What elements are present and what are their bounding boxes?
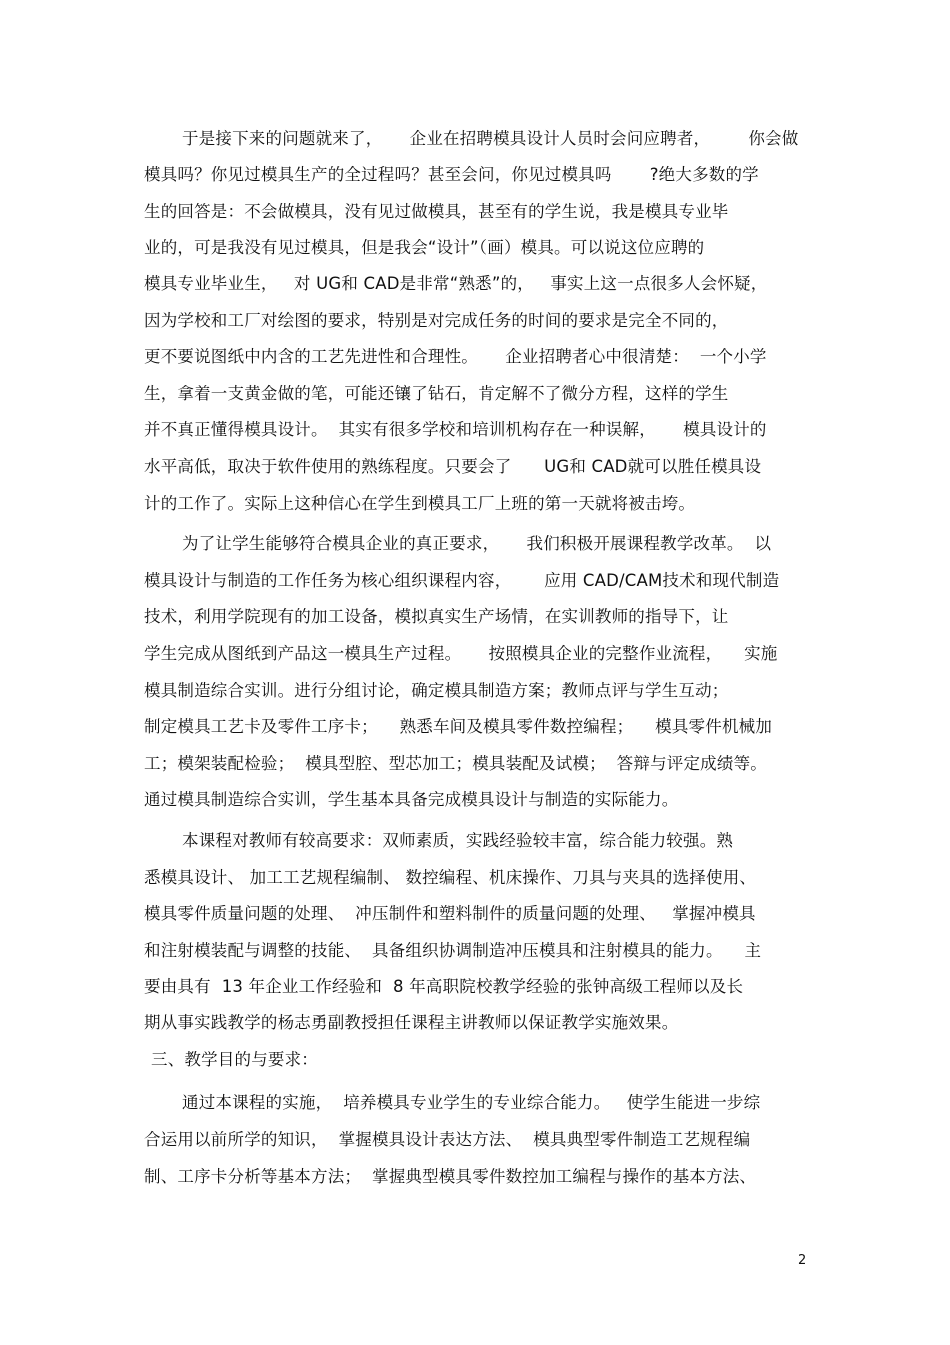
- paragraph-line: 悉模具设计、 加工工艺规程编制、 数控编程、机床操作、刀具与夹具的选择使用、: [144, 868, 757, 887]
- paragraph-line: 更不要说图纸中内含的工艺先进性和合理性。 企业招聘者心中很清楚： 一个小学: [144, 347, 767, 366]
- paragraph-line: 模具吗？你见过模具生产的全过程吗？甚至会问，你见过模具吗 ?绝大多数的学: [144, 165, 759, 184]
- paragraph-line: 制定模具工艺卡及零件工序卡； 熟悉车间及模具零件数控编程； 模具零件机械加: [144, 717, 773, 736]
- paragraph-line: 本课程对教师有较高要求：双师素质，实践经验较丰富，综合能力较强。熟: [182, 831, 734, 850]
- paragraph-line: 技术，利用学院现有的加工设备，模拟真实生产场情，在实训教师的指导下，让: [144, 607, 729, 626]
- paragraph-line: 通过模具制造综合实训，学生基本具备完成模具设计与制造的实际能力。: [144, 790, 679, 809]
- paragraph-line: 通过本课程的实施， 培养模具专业学生的专业综合能力。 使学生能进一步综: [182, 1093, 761, 1112]
- paragraph-line: 生的回答是：不会做模具，没有见过做模具，甚至有的学生说，我是模具专业毕: [144, 202, 729, 221]
- paragraph-line: 为了让学生能够符合模具企业的真正要求， 我们积极开展课程教学改革。 以: [182, 534, 772, 553]
- paragraph-line: 并不真正懂得模具设计。 其实有很多学校和培训机构存在一种误解， 模具设计的: [144, 420, 767, 439]
- paragraph-line: 模具专业毕业生， 对 UG和 CAD是非常“熟悉”的， 事实上这一点很多人会怀疑，: [144, 274, 768, 293]
- paragraph-line: 制、工序卡分析等基本方法； 掌握典型模具零件数控加工编程与操作的基本方法、: [144, 1167, 757, 1186]
- paragraph-line: 于是接下来的问题就来了， 企业在招聘模具设计人员时会问应聘者， 你会做: [182, 129, 799, 148]
- paragraph-line: 因为学校和工厂对绘图的要求，特别是对完成任务的时间的要求是完全不同的，: [144, 311, 729, 330]
- paragraph-line: 要由具有 13 年企业工作经验和 8 年高职院校教学经验的张钟高级工程师以及长: [144, 977, 744, 996]
- paragraph-line: 生，拿着一支黄金做的笔，可能还镶了钻石，肯定解不了微分方程，这样的学生: [144, 384, 729, 403]
- paragraph-line: 模具设计与制造的工作任务为核心组织课程内容， 应用 CAD/CAM技术和现代制造: [144, 571, 780, 590]
- paragraph-line: 和注射模装配与调整的技能、 具备组织协调制造冲压模具和注射模具的能力。 主: [144, 941, 762, 960]
- paragraph-line: 合运用以前所学的知识， 掌握模具设计表达方法、 模具典型零件制造工艺规程编: [144, 1130, 751, 1149]
- paragraph-line: 模具制造综合实训。进行分组讨论，确定模具制造方案；教师点评与学生互动；: [144, 681, 729, 700]
- paragraph-line: 模具零件质量问题的处理、 冲压制件和塑料制件的质量问题的处理、 掌握冲模具: [144, 904, 756, 923]
- paragraph-line: 计的工作了。实际上这种信心在学生到模具工厂上班的第一天就将被击垮。: [144, 494, 696, 513]
- page-number: 2: [798, 1253, 807, 1268]
- paragraph-line: 工；模架装配检验； 模具型腔、型芯加工；模具装配及试模； 答辩与评定成绩等。: [144, 754, 767, 773]
- paragraph-line: 学生完成从图纸到产品这一模具生产过程。 按照模具企业的完整作业流程， 实施: [144, 644, 778, 663]
- section-heading: 三、教学目的与要求：: [151, 1050, 318, 1069]
- paragraph-line: 业的，可是我没有见过模具，但是我会“设计”（画）模具。可以说这位应聘的: [144, 238, 705, 257]
- paragraph-line: 期从事实践教学的杨志勇副教授担任课程主讲教师以保证教学实施效果。: [144, 1013, 679, 1032]
- paragraph-line: 水平高低，取决于软件使用的熟练程度。只要会了 UG和 CAD就可以胜任模具设: [144, 457, 762, 476]
